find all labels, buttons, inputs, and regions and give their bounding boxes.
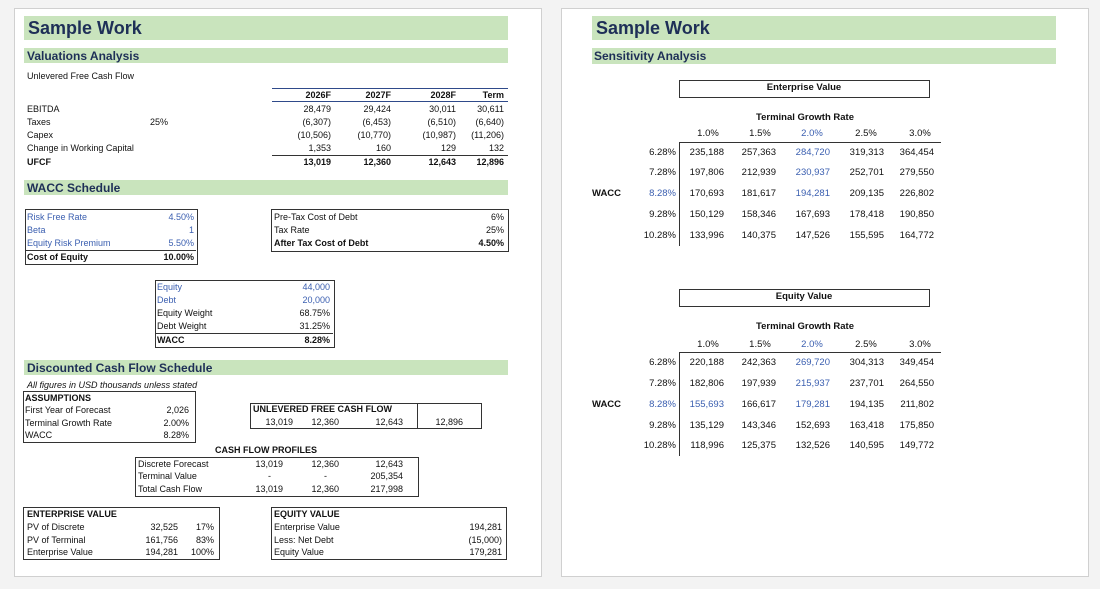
- assumption-value: 8.28%: [163, 430, 189, 440]
- eq-cell: 132,526: [795, 440, 830, 451]
- ev-wacc-3: 8.28%: [649, 188, 676, 199]
- ufcf-cell: (11,206): [471, 130, 504, 140]
- ev-cell: 164,772: [899, 230, 934, 241]
- ev-cell: 170,693: [689, 188, 724, 199]
- eqv-value: 179,281: [469, 547, 502, 557]
- ufcf-cell: (6,453): [362, 117, 391, 127]
- dcf-note: All figures in USD thousands unless stated: [27, 380, 198, 390]
- eq-cell: 197,939: [741, 378, 776, 389]
- profiles-cell: 12,360: [311, 484, 339, 494]
- ev-header-rule: [679, 142, 941, 143]
- ev-value: 32,525: [150, 522, 178, 532]
- ufcf-header-top-rule: [272, 88, 508, 89]
- eq-cell: 215,937: [795, 378, 830, 389]
- ev-cell: 158,346: [741, 209, 776, 220]
- ev-cell: 284,720: [795, 147, 830, 158]
- weights-label: Debt: [157, 295, 177, 305]
- cod-label: After Tax Cost of Debt: [274, 238, 369, 248]
- cod-value: 25%: [485, 225, 504, 235]
- weights-value: 44,000: [302, 282, 330, 292]
- weights-value: 20,000: [302, 295, 330, 305]
- profiles-cell: 13,019: [255, 484, 283, 494]
- ufcf-cell: 28,479: [303, 104, 331, 114]
- ufcf-cell: 160: [375, 143, 391, 153]
- ufcf-cell: (10,770): [357, 130, 391, 140]
- section-heading-wacc: WACC Schedule: [27, 181, 121, 195]
- cod-label: Tax Rate: [274, 225, 310, 235]
- weights-label: Equity: [157, 282, 183, 292]
- ev-growth-1: 1.0%: [697, 128, 719, 139]
- ev-value: 161,756: [145, 535, 178, 545]
- ev-label: PV of Terminal: [27, 535, 86, 545]
- eq-cell: 220,188: [689, 357, 724, 368]
- eq-cell: 304,313: [849, 357, 884, 368]
- assumption-value: 2,026: [166, 405, 189, 415]
- tax-rate-value: 25%: [150, 117, 169, 127]
- ev-cell: 190,850: [899, 209, 934, 220]
- page-title-right: Sample Work: [596, 18, 710, 38]
- assumptions-title: ASSUMPTIONS: [25, 393, 92, 403]
- profiles-cell: 12,643: [375, 459, 403, 469]
- ufcf-cell: 12,360: [363, 157, 391, 167]
- eq-cell: 118,996: [690, 440, 724, 451]
- eq-header-rule: [679, 352, 941, 353]
- assumption-label: WACC: [25, 430, 53, 440]
- ufcf-cell: 129: [440, 143, 456, 153]
- assumption-label: First Year of Forecast: [25, 405, 111, 415]
- section-heading-dcf: Discounted Cash Flow Schedule: [27, 361, 213, 375]
- eqv-title: EQUITY VALUE: [274, 509, 340, 519]
- weights-value: 8.28%: [304, 335, 330, 345]
- ev-wacc-2: 7.28%: [649, 167, 676, 178]
- ufcf-row-label: Capex: [27, 130, 54, 140]
- eq-cell: 237,701: [849, 378, 884, 389]
- eq-col-header: Terminal Growth Rate: [755, 321, 854, 332]
- ufcf-cell: (6,510): [427, 117, 456, 127]
- coe-label: Cost of Equity: [27, 252, 88, 262]
- coe-value: 1: [188, 225, 194, 235]
- eqv-label: Less: Net Debt: [274, 535, 334, 545]
- ufcf-cell: 30,011: [429, 104, 456, 114]
- profiles-label: Discrete Forecast: [138, 459, 209, 469]
- cod-value: 4.50%: [478, 238, 504, 248]
- ufcf-cell: (6,640): [475, 117, 504, 127]
- eqv-value: 194,281: [469, 522, 502, 532]
- section-heading-valuations: Valuations Analysis: [27, 49, 140, 63]
- ufcf-col-header: Term: [482, 90, 504, 100]
- eq-cell: 175,850: [899, 420, 934, 431]
- eqv-label: Enterprise Value: [274, 522, 340, 532]
- ufcf-cell: (10,987): [422, 130, 456, 140]
- cod-label: Pre-Tax Cost of Debt: [274, 212, 358, 222]
- ev-label: PV of Discrete: [27, 522, 85, 532]
- ufcf-cell: 132: [488, 143, 504, 153]
- coe-total-rule: [25, 250, 196, 251]
- eq-cell: 182,806: [689, 378, 724, 389]
- ufcf-col-header: 2027F: [365, 90, 391, 100]
- ev-value: 194,281: [145, 547, 178, 557]
- ufcf-cell: 12,896: [476, 157, 504, 167]
- ufcf-summary-cell: 12,896: [435, 417, 463, 427]
- eq-side-rule: [679, 352, 680, 456]
- eq-cell: 349,454: [899, 357, 934, 368]
- eq-growth-2: 1.5%: [749, 339, 771, 350]
- weights-value: 68.75%: [299, 308, 330, 318]
- ev-cell: 230,937: [795, 167, 830, 178]
- ev-cell: 197,806: [689, 167, 724, 178]
- ufcf-cell: 13,019: [303, 157, 331, 167]
- ev-wacc-5: 10.28%: [643, 230, 676, 241]
- ufcf-cell: 30,611: [477, 104, 504, 114]
- ev-cell: 319,313: [849, 147, 884, 158]
- eq-wacc-5: 10.28%: [643, 440, 676, 451]
- cod-value: 6%: [490, 212, 504, 222]
- eq-cell: 149,772: [899, 440, 934, 451]
- profiles-cell: 217,998: [370, 484, 403, 494]
- ufcf-row-label: Change in Working Capital: [27, 143, 134, 153]
- ev-cell: 181,617: [741, 188, 776, 199]
- ufcf-col-header: 2026F: [305, 90, 331, 100]
- ev-wacc-4: 9.28%: [649, 209, 676, 220]
- ev-cell: 212,939: [741, 167, 776, 178]
- ufcf-total-rule: [272, 155, 508, 156]
- assumption-label: Terminal Growth Rate: [25, 418, 113, 428]
- profiles-label: Total Cash Flow: [138, 484, 203, 494]
- section-heading-sensitivity: Sensitivity Analysis: [594, 49, 707, 63]
- coe-label: Risk Free Rate: [27, 212, 88, 222]
- weights-label: Debt Weight: [157, 321, 207, 331]
- eq-wacc-1: 6.28%: [649, 357, 676, 368]
- eq-growth-5: 3.0%: [909, 339, 931, 350]
- ufcf-cell: 29,424: [363, 104, 391, 114]
- ufcf-cell: 12,643: [428, 157, 456, 167]
- ufcf-cell: 1,353: [308, 143, 331, 153]
- profiles-cell: 12,360: [311, 459, 339, 469]
- coe-label: Beta: [27, 225, 46, 235]
- profiles-cell: -: [268, 471, 271, 481]
- ev-growth-5: 3.0%: [909, 128, 931, 139]
- eq-cell: 194,135: [849, 399, 884, 410]
- ev-wacc-1: 6.28%: [649, 147, 676, 158]
- eq-wacc-4: 9.28%: [649, 420, 676, 431]
- coe-value: 4.50%: [168, 212, 194, 222]
- profiles-cell: 13,019: [255, 459, 283, 469]
- coe-value: 5.50%: [168, 238, 194, 248]
- ev-cell: 235,188: [689, 147, 724, 158]
- ev-pct: 83%: [195, 535, 214, 545]
- ev-growth-4: 2.5%: [855, 128, 877, 139]
- ufcf-summary-cell: 12,643: [375, 417, 403, 427]
- page-title: Sample Work: [28, 18, 142, 38]
- eq-cell: 125,375: [741, 440, 776, 451]
- ev-pct: 17%: [195, 522, 214, 532]
- ev-label: Enterprise Value: [27, 547, 93, 557]
- ev-col-header: Terminal Growth Rate: [755, 112, 854, 123]
- ev-cell: 140,375: [741, 230, 776, 241]
- eq-cell: 140,595: [849, 440, 884, 451]
- eq-cell: 152,693: [795, 420, 830, 431]
- ufcf-row-label: UFCF: [27, 157, 51, 167]
- ufcf-summary-cell: 12,360: [311, 417, 339, 427]
- ufcf-cell: (10,506): [297, 130, 331, 140]
- weights-label: Equity Weight: [157, 308, 213, 318]
- eq-growth-4: 2.5%: [855, 339, 877, 350]
- eq-cell: 163,418: [849, 420, 884, 431]
- ev-cell: 167,693: [795, 209, 830, 220]
- eq-table-title: Equity Value: [775, 291, 833, 302]
- ev-cell: 226,802: [899, 188, 934, 199]
- ufcf-col-header: 2028F: [430, 90, 456, 100]
- coe-value: 10.00%: [163, 252, 194, 262]
- eq-cell: 143,346: [741, 420, 776, 431]
- eq-cell: 135,129: [689, 420, 724, 431]
- weights-value: 31.25%: [299, 321, 330, 331]
- ev-table-title: Enterprise Value: [766, 82, 842, 93]
- ufcf-summary-title: UNLEVERED FREE CASH FLOW: [253, 404, 393, 414]
- eq-cell: 166,617: [741, 399, 776, 410]
- eq-cell: 155,693: [689, 399, 724, 410]
- eq-cell: 179,281: [795, 399, 830, 410]
- ev-cell: 209,135: [849, 188, 884, 199]
- eq-row-header: WACC: [592, 399, 622, 410]
- ufcf-header-bottom-rule: [272, 101, 508, 102]
- eq-growth-3: 2.0%: [801, 339, 823, 350]
- ev-growth-2: 1.5%: [749, 128, 771, 139]
- eq-cell: 242,363: [741, 357, 776, 368]
- eq-wacc-3: 8.28%: [649, 399, 676, 410]
- eq-wacc-2: 7.28%: [649, 378, 676, 389]
- ev-side-rule: [679, 142, 680, 246]
- coe-label: Equity Risk Premium: [27, 238, 111, 248]
- profiles-label: Terminal Value: [138, 471, 197, 481]
- eqv-label: Equity Value: [274, 547, 324, 557]
- eqv-value: (15,000): [468, 535, 502, 545]
- ev-cell: 257,363: [741, 147, 776, 158]
- assumption-value: 2.00%: [163, 418, 189, 428]
- ev-cell: 364,454: [899, 147, 934, 158]
- ev-cell: 133,996: [689, 230, 724, 241]
- ev-cell: 150,129: [689, 209, 724, 220]
- ufcf-cell: (6,307): [302, 117, 331, 127]
- ev-cell: 147,526: [795, 230, 830, 241]
- ev-cell: 252,701: [849, 167, 884, 178]
- profiles-title: CASH FLOW PROFILES: [215, 445, 317, 455]
- eq-growth-1: 1.0%: [697, 339, 719, 350]
- ev-cell: 178,418: [849, 209, 884, 220]
- eq-cell: 269,720: [795, 357, 830, 368]
- ev-pct: 100%: [190, 547, 214, 557]
- profiles-cell: 205,354: [370, 471, 403, 481]
- ev-cell: 194,281: [795, 188, 830, 199]
- weights-total-rule: [155, 333, 333, 334]
- ufcf-summary-cell: 13,019: [265, 417, 293, 427]
- weights-label: WACC: [157, 335, 185, 345]
- ufcf-row-label: Taxes: [27, 117, 51, 127]
- ufcf-subtitle: Unlevered Free Cash Flow: [27, 71, 135, 81]
- ev-cell: 155,595: [849, 230, 884, 241]
- ufcf-row-label: EBITDA: [27, 104, 60, 114]
- ev-growth-3: 2.0%: [801, 128, 823, 139]
- ev-cell: 279,550: [899, 167, 934, 178]
- ev-row-header: WACC: [592, 188, 622, 199]
- profiles-cell: -: [324, 471, 327, 481]
- ev-title: ENTERPRISE VALUE: [27, 509, 117, 519]
- eq-cell: 211,802: [900, 399, 934, 410]
- eq-cell: 264,550: [899, 378, 934, 389]
